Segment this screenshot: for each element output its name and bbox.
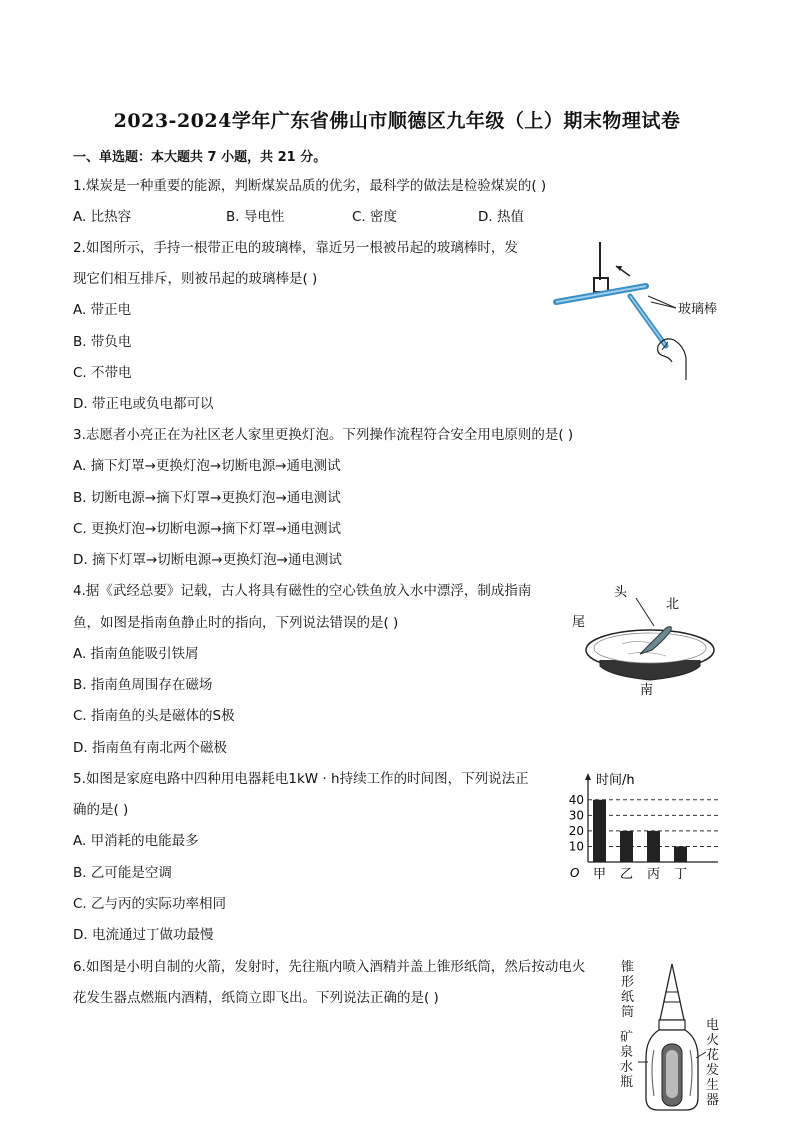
q4-option-d: D. 指南鱼有南北两个磁极 <box>73 740 227 756</box>
x-category-label: 丙 <box>646 867 661 882</box>
x-category-label: 乙 <box>619 867 634 882</box>
q3-option-d: D. 摘下灯罩→切断电源→更换灯泡→通电测试 <box>73 552 342 568</box>
q5-option-d: D. 电流通过丁做功最慢 <box>73 927 214 943</box>
y-tick-label: 40 <box>568 792 584 807</box>
q1-stem: 1.煤炭是一种重要的能源，判断煤炭品质的优劣，最科学的做法是检验煤炭的( ) <box>73 178 547 194</box>
section-heading: 一、单选题：本大题共 7 小题，共 21 分。 <box>73 150 327 165</box>
q4-stem-line1: 4.据《武经总要》记载，古人将具有磁性的空心铁鱼放入水中漂浮，制成指南 <box>73 583 532 599</box>
q3-stem: 3.志愿者小亮正在为社区老人家里更换灯泡。下列操作流程符合安全用电原则的是( ) <box>73 427 574 443</box>
glass-rod-figure <box>550 238 740 388</box>
q5-option-a: A. 甲消耗的电能最多 <box>73 833 199 849</box>
q2-stem-line1: 2.如图所示，手持一根带正电的玻璃棒，靠近另一根被吊起的玻璃棒时，发 <box>73 240 518 256</box>
bar-丙 <box>647 831 660 862</box>
y-tick-label: 20 <box>568 823 584 838</box>
q4-stem-line2: 鱼，如图是指南鱼静止时的指向，下列说法错误的是( ) <box>73 615 399 631</box>
bar-甲 <box>593 800 606 862</box>
y-tick-label: 30 <box>568 808 584 823</box>
q5-option-c: C. 乙与丙的实际功率相同 <box>73 896 227 912</box>
q4-option-a: A. 指南鱼能吸引铁屑 <box>73 646 199 662</box>
q5-stem-line2: 确的是( ) <box>73 802 129 818</box>
north-label: 北 <box>666 597 680 612</box>
q1-option-b: B. 导电性 <box>226 209 285 225</box>
usage-time-bar-chart <box>560 770 730 885</box>
q4-option-c: C. 指南鱼的头是磁体的S极 <box>73 708 235 724</box>
q1-option-d: D. 热值 <box>478 209 524 225</box>
q2-option-b: B. 带负电 <box>73 334 132 350</box>
q2-option-a: A. 带正电 <box>73 302 132 318</box>
south-label: 南 <box>640 683 654 698</box>
y-tick-label: 10 <box>568 839 584 854</box>
compass-fish-figure <box>570 580 730 700</box>
q2-stem-line2: 现它们相互排斥，则被吊起的玻璃棒是( ) <box>73 271 318 287</box>
igniter-label: 电火花发生器 <box>706 1018 720 1108</box>
q1-option-a: A. 比热容 <box>73 209 132 225</box>
q3-option-c: C. 更换灯泡→切断电源→摘下灯罩→通电测试 <box>73 521 341 537</box>
origin-label: O <box>570 866 580 880</box>
q2-option-d: D. 带正电或负电都可以 <box>73 396 214 412</box>
q5-stem-line1: 5.如图是家庭电路中四种用电器耗电1kW · h持续工作的时间图，下列说法正 <box>73 771 529 787</box>
bar-丁 <box>674 846 687 862</box>
cone-label: 锥形纸筒 <box>621 960 635 1020</box>
q5-option-b: B. 乙可能是空调 <box>73 865 172 881</box>
q1-option-c: C. 密度 <box>352 209 398 225</box>
q2-option-c: C. 不带电 <box>73 365 132 381</box>
page-title: 2023-2024学年广东省佛山市顺德区九年级（上）期末物理试卷 <box>113 110 681 132</box>
q6-stem-line1: 6.如图是小明自制的火箭，发射时，先往瓶内喷入酒精并盖上锥形纸筒，然后按动电火 <box>73 959 586 975</box>
q6-stem-line2: 花发生器点燃瓶内酒精，纸筒立即飞出。下列说法正确的是( ) <box>73 990 439 1006</box>
fish-head-label: 头 <box>614 585 628 600</box>
q4-option-b: B. 指南鱼周围存在磁场 <box>73 677 213 693</box>
x-category-label: 甲 <box>592 867 607 882</box>
glass-rod-label: 玻璃棒 <box>678 302 718 317</box>
q3-option-b: B. 切断电源→摘下灯罩→更换灯泡→通电测试 <box>73 490 341 506</box>
bar-乙 <box>620 831 633 862</box>
x-category-label: 丁 <box>673 867 688 882</box>
y-axis-label: 时间/h <box>596 773 635 788</box>
q3-option-a: A. 摘下灯罩→更换灯泡→切断电源→通电测试 <box>73 458 341 474</box>
bottle-label: 矿泉水瓶 <box>620 1030 634 1090</box>
y-axis-arrow <box>585 773 591 780</box>
fish-tail-label: 尾 <box>572 615 586 630</box>
